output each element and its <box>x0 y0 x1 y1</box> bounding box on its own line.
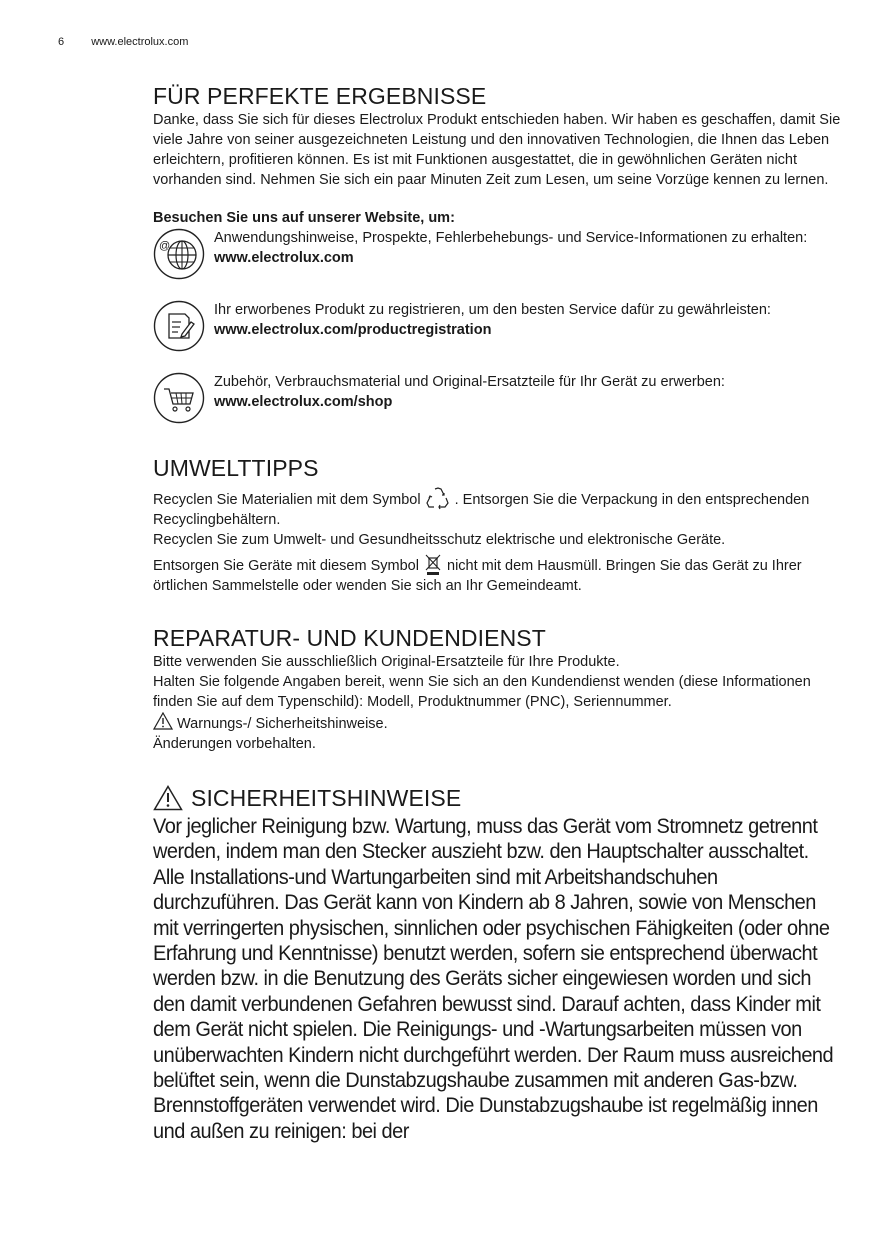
dispose-text-after: nicht mit dem Hausmüll. Bringen Sie das Gerät zu Ihrer örtlichen Sammelstelle oder wenden Sie sich an Ihr Gemeindeamt. <box>153 558 802 594</box>
repair-warning <box>153 712 843 734</box>
crossed-bin-icon <box>423 554 443 576</box>
safety-heading <box>153 784 843 812</box>
warning-icon <box>153 785 183 811</box>
recycle-text-after: . Entsorgen Sie die Verpackung in den entsprechenden Recyclingbehältern. <box>153 492 810 528</box>
visit-item-registration <box>153 300 843 352</box>
recycle-icon <box>425 486 451 510</box>
visit-item-shop <box>153 372 843 424</box>
globe-icon <box>153 228 205 280</box>
visit-shop-link[interactable]: www.electrolux.com/shop <box>214 394 393 410</box>
safety-title: SICHERHEITSHINWEISE <box>191 785 462 811</box>
visit-registration-link[interactable]: www.electrolux.com/productregistration <box>214 322 492 338</box>
repair-line1: Bitte verwenden Sie ausschließlich Original-Ersatzteile für Ihre Produkte. <box>153 654 620 670</box>
visit-shop-text: Zubehör, Verbrauchsmaterial und Original-Ersatzteile für Ihr Gerät zu erwerben: <box>214 374 725 390</box>
repair-changes: Änderungen vorbehalten. <box>153 736 316 752</box>
environment-title: UMWELTTIPPS <box>153 455 319 481</box>
warning-icon <box>153 712 173 730</box>
shopping-cart-icon <box>153 372 205 424</box>
visit-registration-text: Ihr erworbenes Produkt zu registrieren, um den besten Service dafür zu gewährleisten: <box>214 302 771 318</box>
section-safety <box>153 784 843 1144</box>
repair-title: REPARATUR- UND KUNDENDIENST <box>153 625 546 651</box>
page-number: 6 <box>58 36 65 48</box>
environment-recycle <box>153 486 843 530</box>
header-website[interactable]: www.electrolux.com <box>91 36 189 48</box>
recycle-text-before: Recyclen Sie Materialien mit dem Symbol <box>153 492 421 508</box>
registration-icon <box>153 300 205 352</box>
visit-support-link[interactable]: www.electrolux.com <box>214 250 354 266</box>
visit-support-text: Anwendungshinweise, Prospekte, Fehlerbehebungs- und Service-Informationen zu erhalten: <box>214 230 808 246</box>
repair-warning-text: Warnungs-/ Sicherheitshinweise. <box>177 716 388 732</box>
repair-line2: Halten Sie folgende Angaben bereit, wenn Sie sich an den Kundendienst wenden (diese Informationen finden Sie auf dem Typenschild): Modell, Produktnummer (PNC), Seriennummer. <box>153 674 811 710</box>
section-environment <box>153 454 843 596</box>
safety-text: Vor jeglicher Reinigung bzw. Wartung, muss das Gerät vom Stromnetz getrennt werden, indem man den Stecker auszieht bzw. den Hauptschalter ausschaltet. Alle Installations-und Wartungarbeiten sind mit Arbeitshandschuhen durchzuführen. Das Gerät kann von Kindern ab 8 Jahren, sowie von Menschen mit verringerten physischen, sinnlichen oder psychischen Fähigkeiten (oder ohne Erfahrung und Kenntnisse) benutzt werden, sofern sie entsprechend überwacht werden bzw. in die Benutzung des Geräts sicher eingewiesen worden und sich den damit verbundenen Gefahren bewusst sind. Darauf achten, dass Kinder mit dem Gerät nicht spielen. Die Reinigungs- und -Wartungsarbeiten müssen von unüberwachten Kindern nicht durchgeführt werden. Der Raum muss ausreichend belüftet sein, wenn die Dunstabzugshaube zusammen mit anderen Gas-bzw. Brennstoffgeräten verwendet wird. Die Dunstabzugshaube ist regelmäßig innen und außen zu reinigen: bei der <box>153 814 834 1143</box>
page-header <box>58 36 188 48</box>
intro-title: FÜR PERFEKTE ERGEBNISSE <box>153 83 487 109</box>
visit-item-support <box>153 228 843 280</box>
content <box>153 82 843 1144</box>
environment-dispose <box>153 554 843 596</box>
intro-text: Danke, dass Sie sich für dieses Electrolux Produkt entschieden haben. Wir haben es geschaffen, damit Sie viele Jahre von seiner ausgezeichneten Leistung und den innovativen Technologien, die Ihnen das Leben erleichtern, profitieren können. Es ist mit Funktionen ausgestattet, die in gewöhnlichen Geräten nicht vorhanden sind. Nehmen Sie sich ein paar Minuten Zeit zum Lesen, um seine Vorzüge kennen zu lernen. <box>153 112 841 188</box>
section-repair <box>153 624 843 754</box>
section-intro <box>153 82 843 424</box>
dispose-text-before: Entsorgen Sie Geräte mit diesem Symbol <box>153 558 419 574</box>
visit-title: Besuchen Sie uns auf unserer Website, um: <box>153 210 455 226</box>
environment-recycle-electric: Recyclen Sie zum Umwelt- und Gesundheitsschutz elektrische und elektronische Geräte. <box>153 532 726 548</box>
svg-text:@: @ <box>159 240 171 252</box>
